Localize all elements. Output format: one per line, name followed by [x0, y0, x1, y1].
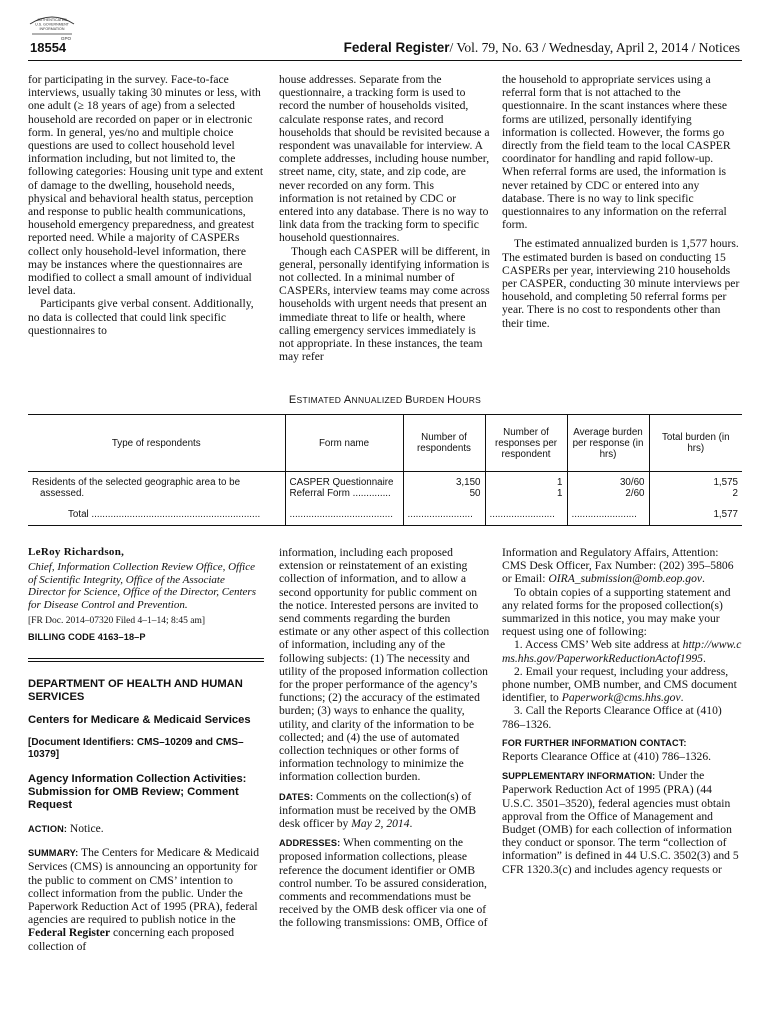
action-label: ACTION:: [28, 823, 67, 834]
table-row: [28, 472, 742, 502]
gpo-seal-icon: [26, 10, 78, 42]
signer-title: Chief, Information Collection Review Office, Office of Scientific Integrity, Office of the Associate Director for Science, Office of the Director, Centers for Disease Control and Prevention.: [28, 561, 256, 611]
top-column-2: [279, 73, 491, 363]
page-number: 18554: [30, 40, 67, 55]
ffi-label: FOR FURTHER INFORMATION CONTACT:: [502, 737, 687, 748]
respondent-type: Residents of the selected geographic area to be assessed.: [32, 477, 241, 499]
action-text: Notice.: [66, 821, 104, 835]
list-item: 2. Email your request, including your address, phone number, OMB number, and CMS document identifier, to Paperwork@cms.hhs.gov.: [502, 664, 737, 705]
bottom-column-2: [279, 546, 491, 930]
top-column-1: [28, 73, 264, 337]
paragraph: The estimated annualized burden is 1,577 hours. The estimated burden is based on conducting 15 CASPERs per year, interviewing 210 households per CASPER, conducting 30 minute interviews per household, and completing 50 referral forms per year. There is no cost to respondents other than their time.: [502, 237, 740, 330]
cms-website-link[interactable]: http://www.cms.hhs.gov/PaperworkReductionActof1995: [502, 638, 742, 665]
ffi-text: Reports Clearance Office at (410) 786–1326.: [502, 750, 712, 764]
section-rule: [28, 661, 264, 662]
paragraph: the household to appropriate services using a referral form that is not attached to the questionnaire. In the scant instances where these forms are utilized, personally identifying information is collected. However, the forms go directly from the field team to the local CASPER coordinator for handling and rapid follow-up. When referral forms are used, the information is never retained by CDC or entered into any database. There is no way to link specific questionnaires to any information on the referral form.: [502, 73, 731, 232]
supplementary-text: Under the Paperwork Reduction Act of 1995 (PRA) (44 U.S.C. 3501–3520), federal agencies must obtain approval from the Office of Management and Budget (OMB) for each collection of information they conduct or sponsor. The term “collection of information” is defined in 44 U.S.C. 3502(3) and 5 CFR 1320.3(c) and includes agency requests or: [502, 769, 739, 876]
dates-date: May 2, 2014: [351, 817, 410, 831]
svg-text:GPO: GPO: [60, 36, 72, 41]
dates-paragraph: DATES: Comments on the collection(s) of information must be received by the OMB desk officer by May 2, 2014.: [279, 789, 477, 831]
header-rule: [28, 60, 742, 61]
paragraph: Though each CASPER will be different, in general, personally identifying information is not collected. In a minimal number of CASPERs, interview teams may come across households with urgent needs that present an immediate threat to life or health, where calling emergency services immediately is not appropriate. In these instances, the team may refer: [279, 244, 491, 364]
column-header: Number of responses per respondent: [485, 415, 567, 472]
paragraph: Information and Regulatory Affairs, Attention: CMS Desk Officer, Fax Number: (202) 395–5806 or Email: OIRA_submission@omb.eop.gov.: [502, 546, 734, 586]
column-header: Number of respondents: [403, 415, 485, 472]
addresses-label: ADDRESSES:: [279, 838, 341, 849]
total-value: 1,577: [649, 501, 742, 526]
svg-text:U.S. GOVERNMENT: U.S. GOVERNMENT: [35, 22, 69, 27]
action-paragraph: [28, 822, 264, 836]
document-identifiers: [Document Identifiers: CMS–10209 and CMS–10379]: [28, 736, 244, 760]
table-cell: ......................................: [285, 501, 403, 526]
paragraph: for participating in the survey. Face-to-face interviews, usually taking 30 minutes or less, with one adult (≥ 18 years of age) from a selected household are recorded on paper or in electronic form. In general, yes/no and multiple choice questions are used to collect household level information including, but not limited to, the following categories: Housing unit type and extent of damage to the dwelling, household needs, physical and behavioral health status, perception and response to public health communications, household emergency preparedness, and greatest reported need. While a majority of CASPERs collect only household-level information, there may be instances where the questionnaires are modified to collect a small amount of individual level data.: [28, 73, 264, 298]
paragraph: house addresses. Separate from the questionnaire, a tracking form is used to record the number of households visited, calculate response rates, and record households that should be revisited because a respondent was unavailable for interview. A complete addresses, including house number, street name, city, state, and zip code, are never recorded on any form. This information is not retained by CDC or entered into any database. There is no way to link data from the tracking form to specific household questionnaires.: [279, 73, 490, 245]
column-header: Average burden per response (in hrs): [567, 415, 649, 472]
table-cell: 1: [557, 477, 563, 488]
table-cell: 50: [469, 488, 481, 499]
supplementary-label: SUPPLEMENTARY INFORMATION:: [502, 771, 656, 782]
column-header: Form name: [285, 415, 403, 472]
form-name: CASPER Questionnaire: [289, 477, 394, 488]
summary-label: SUMMARY:: [28, 848, 79, 859]
table-cell: ........................: [485, 501, 567, 526]
section-rule: [28, 658, 264, 659]
oira-email-link[interactable]: OIRA_submission@omb.eop.gov: [548, 572, 703, 586]
table-title: ESTIMATED ANNUALIZED BURDEN HOURS: [288, 394, 482, 406]
signer-name: LeRoy Richardson,: [28, 546, 125, 558]
department-heading: DEPARTMENT OF HEALTH AND HUMAN SERVICES: [28, 677, 243, 703]
bottom-column-1: [28, 546, 264, 953]
fr-doc: [FR Doc. 2014–07320 Filed 4–1–14; 8:45 am]: [28, 615, 206, 626]
svg-text:INFORMATION: INFORMATION: [39, 27, 65, 31]
notice-heading: Agency Information Collection Activities: Submission for OMB Review; Comment Request: [28, 772, 247, 811]
column-header: Total burden (in hrs): [649, 415, 742, 472]
summary-text: concerning each proposed collection of: [28, 926, 235, 953]
burden-table: [28, 414, 742, 526]
running-header: [150, 40, 740, 56]
table-cell: 2: [732, 488, 738, 499]
federal-register-bold: Federal Register: [28, 926, 111, 940]
dates-text: Comments on the collection(s) of information must be received by the OMB desk officer by: [279, 789, 477, 831]
svg-text:AUTHENTICATED: AUTHENTICATED: [37, 18, 67, 22]
dates-label: DATES:: [279, 791, 314, 802]
table-cell: 30/60: [619, 477, 645, 488]
gpo-authenticated-logo: [26, 10, 78, 42]
table-cell: ........................: [403, 501, 485, 526]
paragraph: information, including each proposed extension or reinstatement of an existing collection of information, and to allow a second opportunity for public comment on the notice. Interested persons are invited to send comments regarding the burden estimate or any other aspect of this collection of information, including any of the following subjects: (1) The necessity and utility of the proposed information collection for the proper performance of the agency’s functions; (2) the accuracy of the estimated burden; (3) ways to enhance the quality, utility, and clarity of the information to be collected; and (4) the use of automated collection techniques or other forms of information technology to minimize the information collection burden.: [279, 546, 490, 784]
paperwork-email-link[interactable]: Paperwork@cms.hhs.gov: [561, 691, 681, 705]
summary-text: The Centers for Medicare & Medicaid Services (CMS) is announcing an opportunity for the public to comment on CMS’ intention to collect information from the public. Under the Paperwork Reduction Act of 1995 (PRA), federal agencies are required to publish notice in the: [28, 846, 260, 927]
list-item: 3. Call the Reports Clearance Office at (410) 786–1326.: [502, 704, 722, 731]
summary-paragraph: [28, 846, 264, 953]
supplementary-paragraph: [502, 769, 742, 876]
list-item: 1. Access CMS’ Web site address at http://www.cms.hhs.gov/PaperworkReductionActof1995.: [502, 638, 742, 665]
billing-code: BILLING CODE 4163–18–P: [28, 631, 146, 642]
addresses-paragraph: [279, 836, 491, 929]
table-header-row: [28, 415, 742, 472]
bottom-column-3: [502, 546, 742, 876]
top-column-3: [502, 73, 742, 330]
table-cell: 1: [557, 488, 563, 499]
issue-info: / Vol. 79, No. 63 / Wednesday, April 2, 2014 / Notices: [449, 40, 740, 55]
agency-heading: Centers for Medicare & Medicaid Services: [28, 713, 251, 726]
table-cell: 2/60: [625, 488, 645, 499]
table-cell: 3,150: [455, 477, 481, 488]
paragraph: Participants give verbal consent. Additionally, no data is collected that could link specific questionnaires to: [28, 297, 254, 337]
total-label: Total ..............................................................: [28, 501, 285, 526]
publication-name: Federal Register: [343, 40, 450, 55]
column-header: Type of respondents: [28, 415, 285, 472]
addresses-text: When commenting on the proposed information collections, please reference the document identifier or OMB control number. To be assured consideration, comments and recommendations must be received by the OMB desk officer via one of the following transmissions: OMB, Office of: [279, 836, 488, 930]
table-total-row: [28, 501, 742, 526]
paragraph: To obtain copies of a supporting statement and any related forms for the proposed collection(s) summarized in this notice, you may make your request using one of following:: [502, 585, 731, 639]
table-cell: 1,575: [713, 477, 738, 488]
form-name: Referral Form ..............: [289, 488, 391, 499]
table-cell: ........................: [567, 501, 649, 526]
